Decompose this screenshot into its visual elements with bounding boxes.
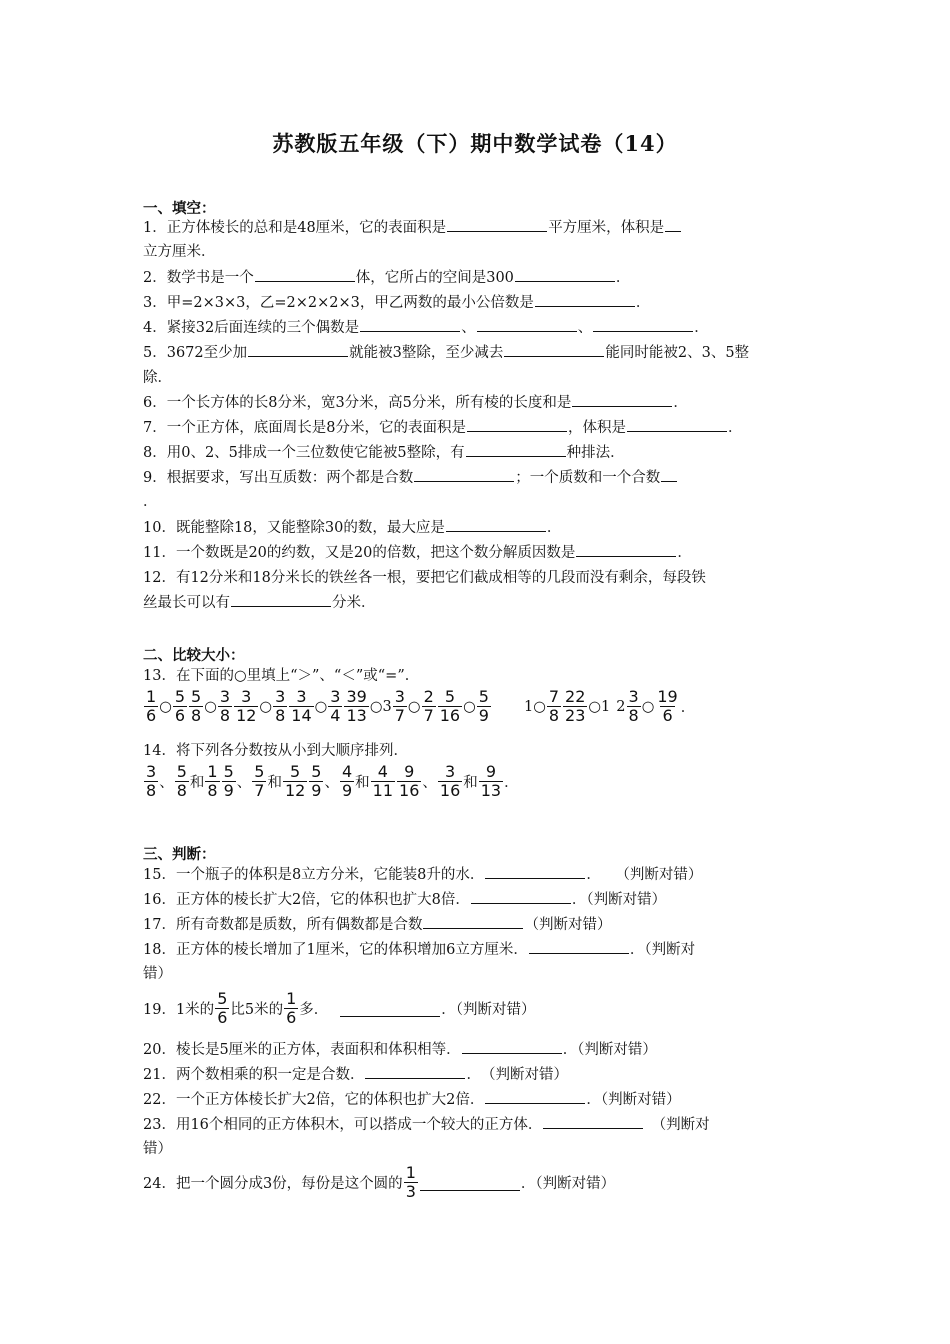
question-20: 20．棱长是5厘米的正方体，表面积和体积相等． ．（判断对错） (143, 1038, 813, 1062)
answer-blank[interactable] (423, 913, 523, 929)
question-19: 19．1米的 5 6 比5米的 1 6 多． ．（判断对错） (143, 989, 536, 1027)
answer-blank[interactable] (467, 416, 567, 432)
question-11: 11．一个数既是20的约数，又是20的倍数，把这个数分解质因数是 ． (143, 541, 813, 565)
answer-blank[interactable] (572, 391, 672, 407)
question-9: 9．根据要求，写出互质数：两个都是合数 ；一个质数和一个合数 (143, 466, 813, 490)
compare-circle[interactable]: ○ (641, 698, 655, 715)
compare-circle[interactable]: ○ (463, 698, 476, 715)
question-13: 13．在下面的○里填上“＞”、“＜”或“=”． (143, 668, 420, 684)
fraction: 5 8 (176, 762, 187, 800)
question-18: 18．正方体的棱长增加了1厘米，它的体积增加6立方厘米． ．（判断对 (143, 938, 813, 962)
answer-blank[interactable] (661, 466, 677, 482)
compare-circle[interactable]: ○ (259, 698, 273, 715)
compare-circle[interactable]: ○ (369, 698, 383, 715)
question-24: 24．把一个圆分成3份，每份是这个圆的 1 3 ．（判断对错） (143, 1163, 616, 1201)
question-18-cont: 错） (143, 966, 172, 982)
fraction: 5 9 (311, 762, 322, 800)
answer-blank[interactable] (627, 416, 727, 432)
question-7: 7．一个正方体，底面周长是8分米，它的表面积是 ，体积是 ． (143, 416, 813, 440)
fraction: 3 14 (291, 687, 312, 725)
answer-blank[interactable] (360, 316, 460, 332)
whole-number: 1 (523, 698, 534, 715)
question-14-fractions: 3 8 、 5 8 和 1 8 5 9 、 5 7 和 5 12 5 9 、 4 9 和 4 11 9 16 、 3 16 和 9 13 ． (146, 762, 519, 800)
fraction: 3 8 (275, 687, 286, 725)
question-23-cont: 错） (143, 1141, 172, 1157)
fraction: 9 13 (480, 762, 502, 800)
question-21: 21．两个数相乘的积一定是合数． ． （判断对错） (143, 1063, 813, 1087)
answer-blank[interactable] (248, 341, 348, 357)
fraction: 3 8 (219, 687, 231, 725)
question-1-cont: 立方厘米． (143, 244, 216, 260)
compare-circle[interactable]: ○ (533, 698, 546, 715)
compare-circle[interactable]: ○ (159, 698, 172, 715)
fraction: 9 16 (399, 762, 420, 800)
question-9-cont: ． (143, 494, 158, 510)
answer-blank[interactable] (576, 541, 676, 557)
section-compare-heading: 二、比较大小： (143, 647, 245, 664)
fraction: 19 6 (657, 687, 678, 725)
fraction: 3 4 (330, 687, 341, 725)
answer-blank[interactable] (466, 441, 566, 457)
fraction: 5 16 (439, 687, 461, 725)
question-1: 1．正方体棱长的总和是48厘米，它的表面积是 平方厘米，体积是 (143, 216, 813, 240)
question-5-cont: 除． (143, 370, 172, 386)
compare-circle[interactable]: ○ (407, 698, 421, 715)
fraction: 3 16 (439, 762, 461, 800)
fraction: 5 8 (191, 687, 202, 725)
question-6: 6．一个长方体的长8分米，宽3分米，高5分米，所有棱的长度和是 ． (143, 391, 813, 415)
question-3: 3．甲=2×3×3，乙=2×2×2×3，甲乙两数的最小公倍数是 ． (143, 291, 813, 315)
answer-blank[interactable] (593, 316, 693, 332)
fraction: 39 13 (346, 687, 367, 725)
answer-blank[interactable] (462, 1038, 562, 1054)
fraction: 3 12 (236, 687, 257, 725)
fraction: 3 8 (628, 687, 639, 725)
answer-blank[interactable] (543, 1113, 643, 1129)
compare-circle[interactable]: ○ (588, 698, 602, 715)
question-5: 5．3672至少加 就能被3整除，至少减去 能同时能被2、3、5整 (143, 341, 813, 365)
answer-blank[interactable] (255, 266, 355, 282)
answer-blank[interactable] (485, 863, 585, 879)
whole-number: 2 (616, 698, 626, 715)
answer-blank[interactable] (485, 1088, 585, 1104)
answer-blank[interactable] (414, 466, 514, 482)
section-fill-in-heading: 一、填空： (143, 200, 216, 217)
compare-circle[interactable]: ○ (204, 698, 217, 715)
answer-blank[interactable] (446, 516, 546, 532)
question-15: 15．一个瓶子的体积是8立方分米，它能装8升的水． ． （判断对错） (143, 863, 813, 887)
fraction: 5 6 (217, 989, 228, 1027)
answer-blank[interactable] (535, 291, 635, 307)
fraction: 1 3 (405, 1163, 416, 1201)
question-17: 17．所有奇数都是质数，所有偶数都是合数 （判断对错） (143, 913, 813, 937)
question-13-fractions: 1 6 ○ 5 6 5 8 ○ 3 8 3 12 ○ 3 8 3 14 ○ 3 4 39 13 ○ 3 3 7 ○ 2 7 5 16 ○ 5 9 1 ○ 7 8 22 23 ○ 1 2 3 8 ○ 19 6 ． (146, 687, 696, 725)
fraction: 5 9 (223, 762, 234, 800)
question-2: 2．数学书是一个 体，它所占的空间是300 ． (143, 266, 813, 290)
whole-number: 3 (382, 698, 392, 715)
answer-blank[interactable] (231, 591, 331, 607)
fraction: 5 12 (284, 762, 306, 800)
question-22: 22．一个正方体棱长扩大2倍，它的体积也扩大2倍． ．（判断对错） (143, 1088, 813, 1112)
answer-blank[interactable] (365, 1063, 465, 1079)
question-12: 12．有12分米和18分米长的铁丝各一根，要把它们截成相等的几段而没有剩余，每段铁 (143, 570, 706, 586)
fraction: 5 6 (174, 687, 186, 725)
question-4: 4．紧接32后面连续的三个偶数是 、 、 ． (143, 316, 813, 340)
answer-blank[interactable] (477, 316, 577, 332)
fraction: 1 8 (207, 762, 218, 800)
question-23: 23．用16个相同的正方体积木，可以搭成一个较大的正方体． （判断对 (143, 1113, 813, 1137)
fraction: 4 11 (372, 762, 394, 800)
fraction: 1 6 (146, 687, 157, 725)
fraction: 7 8 (548, 687, 560, 725)
answer-blank[interactable] (447, 216, 547, 232)
question-10: 10．既能整除18，又能整除30的数，最大应是 ． (143, 516, 813, 540)
section-judge-heading: 三、判断： (143, 846, 216, 863)
answer-blank[interactable] (665, 216, 681, 232)
fraction: 22 23 (565, 687, 586, 725)
fraction: 5 9 (478, 687, 489, 725)
compare-circle[interactable]: ○ (314, 698, 328, 715)
answer-blank[interactable] (471, 888, 571, 904)
answer-blank[interactable] (515, 266, 615, 282)
answer-blank[interactable] (529, 938, 629, 954)
fraction: 4 9 (341, 762, 353, 800)
fraction: 3 7 (394, 687, 405, 725)
fraction: 3 8 (146, 762, 157, 800)
question-14: 14．将下列各分数按从小到大顺序排列． (143, 743, 408, 759)
answer-blank[interactable] (340, 1001, 440, 1017)
fraction: 1 6 (286, 989, 297, 1027)
answer-blank[interactable] (420, 1175, 520, 1191)
question-16: 16．正方体的棱长扩大2倍，它的体积也扩大8倍． ．（判断对错） (143, 888, 813, 912)
whole-number: 1 (601, 698, 611, 715)
question-8: 8．用0、2、5排成一个三位数使它能被5整除，有 种排法． (143, 441, 813, 465)
fraction: 5 7 (254, 762, 265, 800)
fraction: 2 7 (423, 687, 434, 725)
page-title: 苏教版五年级（下）期中数学试卷（14） (272, 131, 678, 156)
question-12-cont: 丝最长可以有 分米． (143, 591, 813, 615)
answer-blank[interactable] (504, 341, 604, 357)
